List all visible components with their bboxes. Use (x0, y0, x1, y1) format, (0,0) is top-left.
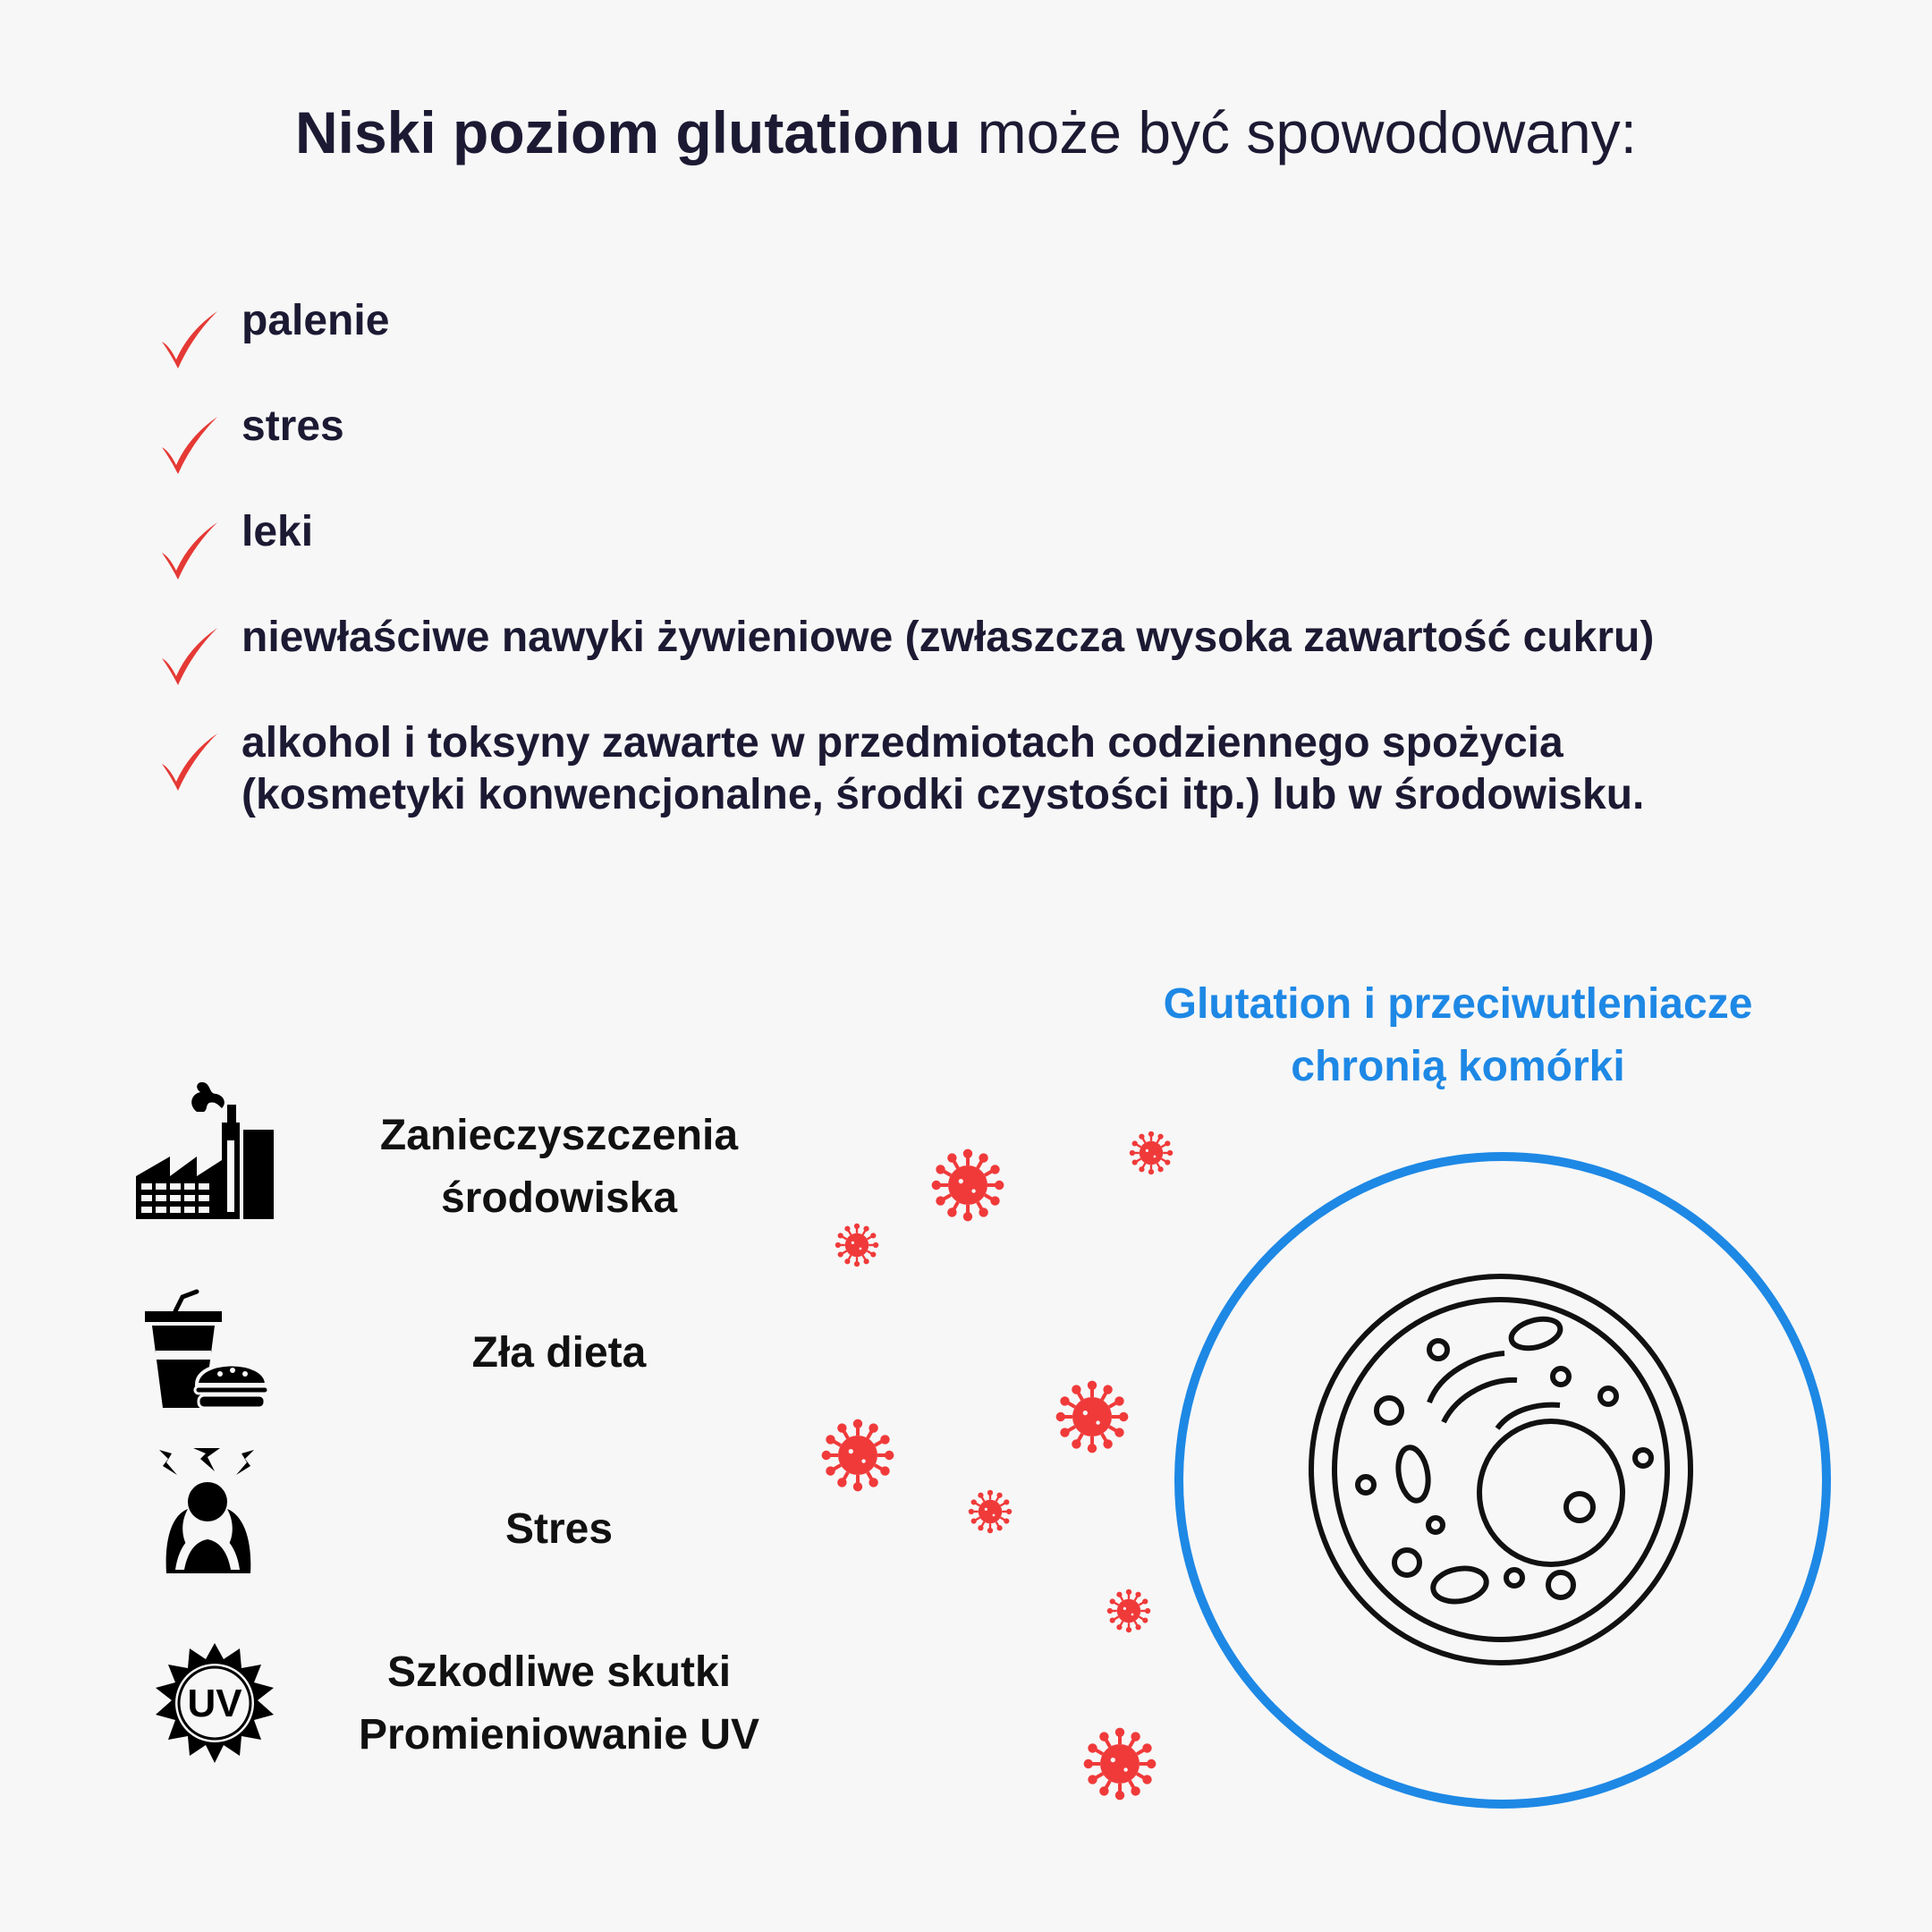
list-item-text: stres (242, 402, 344, 450)
virus-icon (813, 1411, 902, 1500)
title-bold: Niski poziom glutationu (294, 99, 962, 165)
checkmark-icon (157, 517, 221, 581)
uv-badge: UV (187, 1682, 242, 1725)
list-item-text: leki (242, 508, 314, 555)
protection-caption-line2: chronią komórki (1291, 1043, 1625, 1090)
list-item-text: palenie (242, 297, 390, 344)
list-item-line2: (kosmetyki konwencjonalne, środki czystości itp.) lub w środowisku. (242, 771, 1645, 818)
factor-label-uv (291, 1641, 827, 1767)
protection-caption-line1: Glutation i przeciwutleniacze (1163, 980, 1753, 1028)
factor-label-pollution (291, 1105, 827, 1230)
factor-label-line1: Zanieczyszczenia (379, 1112, 739, 1159)
checkmark-icon (157, 728, 221, 792)
virus-icon (1098, 1580, 1159, 1641)
stress-icon (152, 1445, 264, 1574)
factory-icon (134, 1078, 282, 1219)
virus-icon (960, 1481, 1021, 1542)
protective-ring (1179, 1157, 1826, 1804)
list-item-text: niewłaściwe nawyki żywieniowe (zwłaszcza wysoka zawartość cukru) (242, 614, 1655, 661)
factor-label-line2: Promieniowanie UV (358, 1711, 760, 1758)
fast-food-icon (143, 1279, 273, 1409)
virus-icon (1047, 1372, 1137, 1462)
protection-caption (1100, 973, 1816, 1098)
list-item-text (242, 717, 1644, 821)
factor-label-stress (291, 1498, 827, 1561)
uv-sun-icon (152, 1641, 277, 1767)
factor-label-line1: Zła dieta (471, 1329, 647, 1377)
checkmark-icon (157, 306, 221, 370)
page-title (0, 97, 1932, 168)
cell-diagram (1172, 1149, 1834, 1811)
virus-icon (826, 1215, 887, 1275)
list-item-line1: alkohol i toksyny zawarte w przedmiotach codziennego spożycia (242, 719, 1563, 767)
factor-label-diet (291, 1322, 827, 1385)
virus-icon (923, 1140, 1013, 1230)
checkmark-icon (157, 411, 221, 476)
factor-label-line1: Szkodliwe skutki (386, 1648, 732, 1696)
title-rest: może być spowodowany: (977, 99, 1638, 165)
factor-label-line1: Stres (504, 1505, 614, 1553)
checkmark-icon (157, 623, 221, 687)
factor-label-line2: środowiska (440, 1174, 678, 1222)
virus-icon (1075, 1719, 1165, 1809)
cell-icon (1311, 1276, 1690, 1663)
